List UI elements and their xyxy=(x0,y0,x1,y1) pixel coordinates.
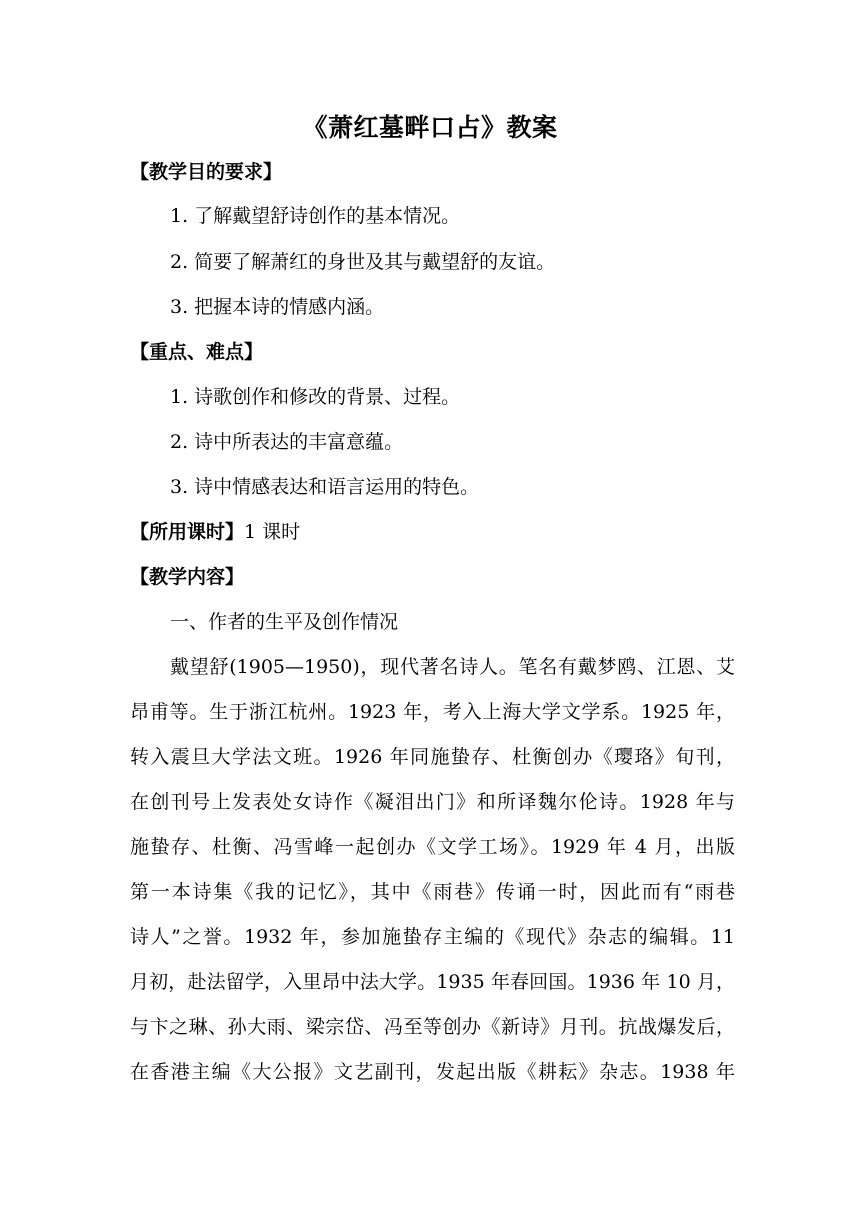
key-point-item-1: 1. 诗歌创作和修改的背景、过程。 xyxy=(170,386,461,408)
paragraph-line: 月初，赴法留学，入里昂中法大学。1935 年春回国。1936 年 10 月， xyxy=(130,971,735,993)
document-title: 《萧红墓畔口占》教案 xyxy=(302,113,558,142)
paragraph-line: 昂甫等。生于浙江杭州。1923 年，考入上海大学文学系。1925 年， xyxy=(130,701,735,723)
hours-heading: 【所用课时】 xyxy=(130,521,245,543)
paragraph-line: 戴望舒(1905—1950)，现代著名诗人。笔名有戴梦鸥、江恩、艾 xyxy=(170,656,735,678)
paragraph-line: 第一本诗集《我的记忆》，其中《雨巷》传诵一时，因此而有“雨巷 xyxy=(130,881,735,903)
paragraph-line: 在香港主编《大公报》文艺副刊，发起出版《耕耘》杂志。1938 年 xyxy=(130,1061,735,1083)
key-points-heading: 【重点、难点】 xyxy=(130,341,264,363)
key-point-item-3: 3. 诗中情感表达和语言运用的特色。 xyxy=(170,476,480,498)
paragraph-line: 诗人”之誉。1932 年，参加施蛰存主编的《现代》杂志的编辑。11 xyxy=(130,926,735,948)
content-heading: 【教学内容】 xyxy=(130,566,245,588)
objective-item-1: 1. 了解戴望舒诗创作的基本情况。 xyxy=(170,205,461,227)
paragraph-line: 转入震旦大学法文班。1926 年同施蛰存、杜衡创办《璎珞》旬刊， xyxy=(130,746,735,768)
hours-value: 1 课时 xyxy=(244,521,301,543)
key-point-item-2: 2. 诗中所表达的丰富意蕴。 xyxy=(170,431,404,453)
objective-item-3: 3. 把握本诗的情感内涵。 xyxy=(170,296,385,318)
hours-line xyxy=(130,517,740,547)
paragraph-line: 在创刊号上发表处女诗作《凝泪出门》和所译魏尔伦诗。1928 年与 xyxy=(130,791,735,813)
paragraph-line: 与卞之琳、孙大雨、梁宗岱、冯至等创办《新诗》月刊。抗战爆发后， xyxy=(130,1016,735,1038)
objectives-heading: 【教学目的要求】 xyxy=(130,161,283,183)
part-one-title: 一、作者的生平及创作情况 xyxy=(170,611,399,633)
objective-item-2: 2. 简要了解萧红的身世及其与戴望舒的友谊。 xyxy=(170,251,556,273)
paragraph-line: 施蛰存、杜衡、冯雪峰一起创办《文学工场》。1929 年 4 月，出版 xyxy=(130,836,735,858)
